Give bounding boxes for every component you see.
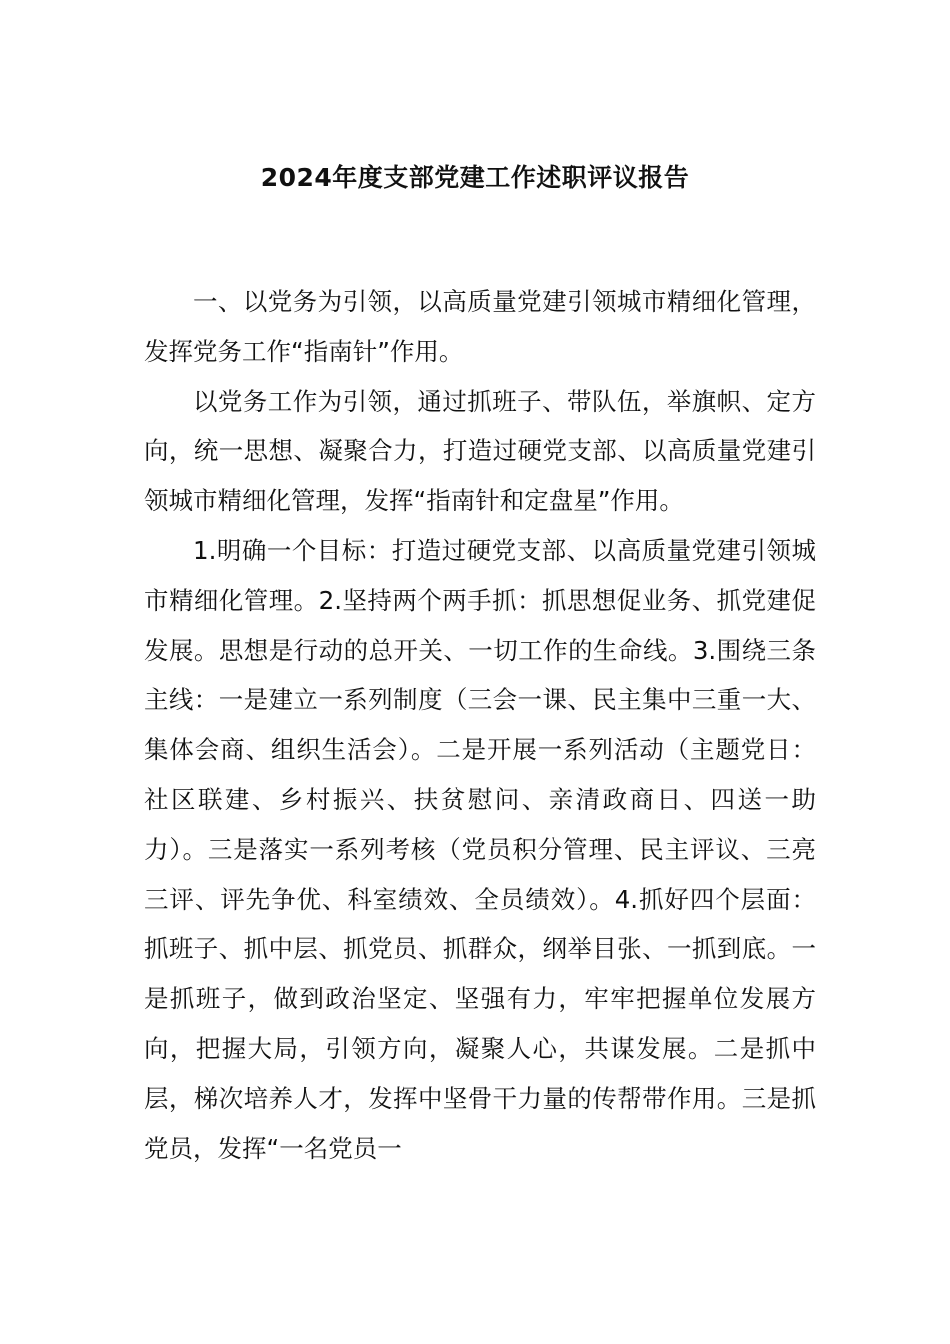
document-title: 2024年度支部党建工作述职评议报告 [260, 163, 690, 192]
body-paragraph: 1.明确一个目标：打造过硬党支部、以高质量党建引领城市精细化管理。2.坚持两个两手抓：抓思想促业务、抓党建促发展。思想是行动的总开关、一切工作的生命线。3.围绕三条主线：一是建立一系列制度（三会一课、民主集中三重一大、集体会商、组织生活会）。二是开展一系列活动（主题党日：社区联建、乡村振兴、扶贫慰问、亲清政商日、四送一助力）。三是落实一系列考核（党员积分管理、民主评议、三亮三评、评先争优、科室绩效、全员绩效）。4.抓好四个层面：抓班子、抓中层、抓党员、抓群众，纲举目张、一抓到底。一是抓班子，做到政治坚定、坚强有力，牢牢把握单位发展方向，把握大局，引领方向，凝聚人心，共谋发展。二是抓中层，梯次培养人才，发挥中坚骨干力量的传帮带作用。三是抓党员，发挥“一名党员一 [144, 535, 816, 1163]
document-body [144, 277, 816, 1173]
section-heading-paragraph: 一、以党务为引领，以高质量党建引领城市精细化管理，发挥党务工作“指南针”作用。 [144, 287, 816, 366]
body-paragraph: 以党务工作为引领，通过抓班子、带队伍，举旗帜、定方向，统一思想、凝聚合力，打造过硬党支部、以高质量党建引领城市精细化管理，发挥“指南针和定盘星”作用。 [144, 386, 816, 516]
